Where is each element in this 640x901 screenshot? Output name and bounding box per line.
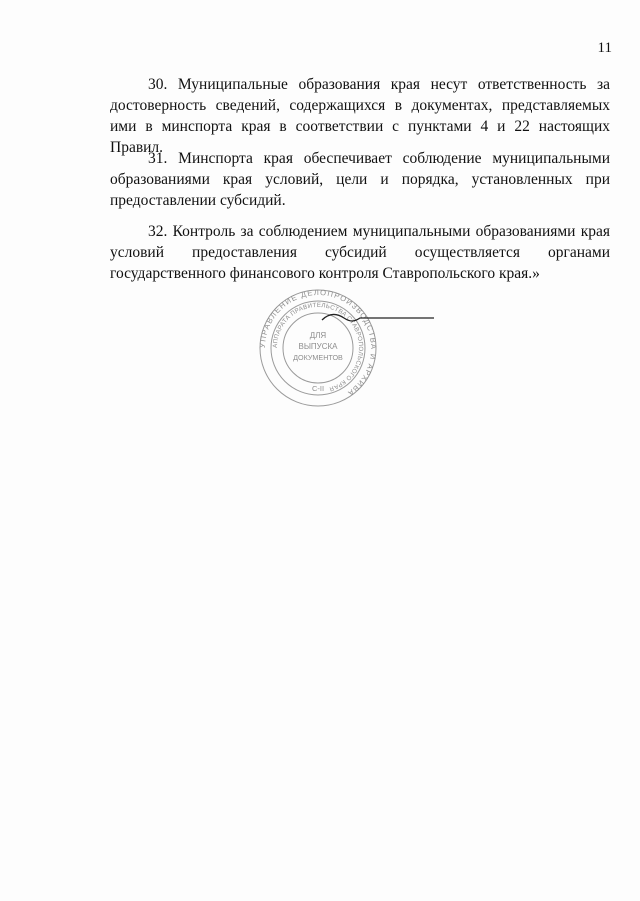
paragraph-30: 30. Муниципальные образования края несут ответственность за достоверность сведений, содержащихся в документах, представляемых ими в минспорта края в соответствии с пунктами 4 и 22 настоящих Правил.: [110, 76, 610, 156]
signature-stroke: [322, 315, 434, 322]
stamp-outer-text: УПРАВЛЕНИЕ ДЕЛОПРОИЗВОДСТВА И АРХИВА: [258, 288, 378, 399]
stamp-center-line3: ДОКУМЕНТОВ: [293, 353, 343, 362]
stamp-code: С-II: [311, 384, 325, 393]
page-number: 11: [597, 40, 612, 56]
signature-line: [320, 308, 435, 328]
paragraph-32: 32. Контроль за соблюдением муниципальными образованиями края условий предоставления субсидий осуществляется органами государственного финансового контроля Ставропольского края.»: [110, 223, 610, 282]
stamp-inner-text: АППАРАТА ПРАВИТЕЛЬСТВА СТАВРОПОЛЬСКОГО КРАЯ: [271, 301, 365, 393]
stamp-center-line2: ВЫПУСКА: [298, 342, 338, 351]
official-stamp: [258, 288, 378, 408]
stamp-center-line1: ДЛЯ: [309, 331, 327, 340]
paragraph-31: 31. Минспорта края обеспечивает соблюдение муниципальными образованиями края условий, цели и порядка, установленных при предоставлении субсидий.: [110, 150, 610, 209]
